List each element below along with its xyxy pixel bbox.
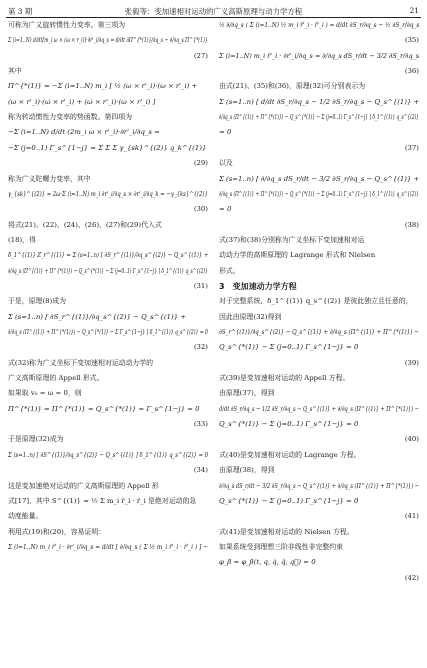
text-line: 利用式(19)和(20)，容易证明： (8, 527, 106, 536)
text-line: 称为转动惯性力变率的势函数。第四项为 (8, 113, 133, 122)
equation-number: (35) (404, 36, 419, 45)
text-line: 以及 (219, 159, 233, 168)
text-line: 因此由原理(32)得到 (219, 312, 282, 321)
text-line: 将式(21)、(22)、(24)、(26)、(27)和(29)代入式 (8, 220, 162, 229)
equation-line: Σ (s=1..n) [ d/dt ∂S_r/∂q_s − 1/2 ∂S_r/∂q_s − Q_s^{(1)} + (219, 97, 420, 106)
equation-number: (33) (193, 420, 208, 429)
equation-number: (41) (404, 512, 419, 521)
text-line: 形式。 (219, 266, 240, 275)
equation-line: Σ (s=1..n) [ ∂S^{(1)}/∂q_s^{(2)} − Q_s^{(1)} ] δ_1^{(1)} q_s^{(2)} = 0 (8, 450, 208, 459)
equation-number: (42) (404, 573, 419, 582)
equation-number: (37) (404, 143, 419, 152)
page-number: 21 (409, 6, 419, 15)
equation-line: Q_s^{*(1)} − Σ (j=0..1) Γ_s^{1−j} = 0 (219, 343, 359, 352)
text-line: 式[17]，其中 S^{(1)} = ½ Σ m_i r̈_i · r̈_i 是绝对运动的急 (8, 496, 197, 505)
equation-line: ∂/∂q_s (Π^{(1)} + Π^{*(1)}) − Q_s^{*(1)} − Σ Γ_s^{1−j} ] δ_1^{(1)} q_s^{(2)} = 0 (8, 328, 208, 336)
equation-line: = 0 (219, 205, 232, 214)
equation-line: γ_{sk}^{(2)} = 2ω·Σ (i=1..N) m_i ∂r'_i/∂q_s × ∂r'_i/∂q_k = −γ_{ks}^{(2)} (8, 189, 208, 198)
equation-line: ½ ∂/∂q_s ( Σ (i=1..N) ½ m_i r̈'_i · r̈'_i ) = d/dt ∂S_r/∂q_s − ½ ∂S_r/∂q_s (219, 21, 420, 29)
text-line: 称为广义陀螺力变率，其中 (8, 174, 91, 183)
equation-line: = 0 (219, 128, 232, 137)
equation-line: −Σ (i=1..N) d/dt (2m_i ω × r'_i)·∂r'_i/∂q_s = (8, 128, 160, 137)
equation-number: (29) (193, 159, 208, 168)
equation-number: (32) (193, 343, 208, 352)
text-line: 动度能量。 (8, 512, 43, 521)
text-line: 可称为广义旋转惯性力变率。第三项为 (8, 21, 126, 29)
equation-number: (30) (193, 205, 208, 214)
running-head-title: 张毅等：变加速相对运动的广义高斯原理与动力学方程 (124, 7, 303, 16)
equation-number: (34) (193, 466, 208, 475)
equation-line: (ω × r'_i)·(ω̇ × r'_i) + (ω̇ × r'_i)·(ω × r'_i) ] (8, 97, 156, 106)
text-line: 其中 (8, 67, 22, 76)
equation-number: (31) (193, 281, 208, 290)
equation-line: Q_s^{*(1)} − Σ (j=0..1) Γ_s^{1−j} = 0 (219, 496, 359, 505)
equation-line: ∂/∂q_s (Π^{(1)} + Π^{*(1)}) − Q_s^{*(1)} − Σ (j=0..1) Γ_s^{1−j} ] δ_1^{(1)} q_s^{(2)} (8, 266, 208, 275)
equation-line: ∂/∂q_s (Π^{(1)} + Π^{*(1)}) − Q_s^{*(1)} − Σ (j=0..1) Γ_s^{1−j} ] δ_1^{(1)} q_s^{(2)} (219, 113, 419, 122)
equation-line: Σ (i=1..N) m_i r̈'_i · ∂r'_i/∂q_s = d/dt [ ∂/∂q_s ( Σ ½ m_i r̈'_i · r̈'_i ) ] − (8, 542, 209, 551)
text-line: 式(40)是变加速相对运动的 Lagrange 方程。 (219, 450, 361, 459)
equation-line: Σ (s=1..n) [ ∂/∂q_s dS_r/dt − 3/2 ∂S_r/∂q_s − Q_s^{(1)} + (219, 174, 420, 183)
equation-line: Q_s^{*(1)} − Σ (j=0..1) Γ_s^{1−j} = 0 (219, 420, 359, 429)
equation-line: δ_1^{(1)} Z_r^{(1)} = Σ (s=1..n) [ ∂S_r^{(1)}/∂q_s^{(2)} − Q_s^{(1)} + (8, 251, 209, 260)
text-line: 式(32)称为广义坐标下变加速相对运动动力学的 (8, 358, 154, 367)
text-line: 广义高斯原理的 Appell 形式。 (8, 374, 104, 383)
equation-line: Π^{*(1)} = Π^{*(1)} = Q_s^{*(1)} = Γ_s^{1−j} = 0 (8, 404, 200, 413)
running-head-issue: 第 3 期 (8, 7, 33, 16)
equation-line: ∂/∂q_s (Π^{(1)} + Π^{*(1)}) − Q_s^{*(1)} − Σ (j=0..1) Γ_s^{1−j} ] δ_1^{(1)} q_s^{(2)} (219, 189, 419, 198)
equation-number: (40) (404, 435, 419, 444)
equation-number: (27) (193, 51, 208, 60)
text-line: 式(39)是变加速相对运动的 Appell 方程。 (219, 374, 350, 383)
equation-number: (39) (404, 358, 419, 367)
section-heading: 3 变加速动力学方程 (219, 281, 297, 291)
equation-line: Π^{*(1)} = −Σ (i=1..N) m_i [ ½ (ω × r'_i)·(ω × r'_i) + (8, 82, 198, 91)
text-line: 式(37)和(38)分别称为广义坐标下变加速相对运 (219, 235, 365, 244)
text-line: 如果系统受到理想三阶非线性非完整约束 (219, 542, 344, 551)
equation-line: Σ (s=1..n) [ ∂S_r^{(1)}/∂q_s^{(2)} − Q_s^{(1)} + (8, 312, 186, 321)
equation-line: Σ (i=1..N) d/dt[m_i ω × (ω × r_i)]·∂r'_i/∂q_s = d/dt ∂Π^{*(1)}/∂q_s − ∂/∂q_s Π^{*(1)} (8, 36, 208, 45)
text-line: 对于完整系统，δ_1^{(1)} q_s^{(2)} 是彼此独立且任意的， (219, 297, 413, 306)
text-line: 式(41)是变加速相对运动的 Nielsen 方程。 (219, 527, 354, 536)
equation-number: (36) (404, 67, 419, 76)
equation-line: −Σ (j=0..1) Γ_s^{1−j} = Σ Σ Σ γ_{sk}^{(2)} q_k^{(1)} (8, 143, 207, 152)
text-line: 如果取 v₀ = ω = 0，则 (8, 389, 82, 398)
equation-line: ∂/∂q_s dS_r/dt − 3/2 ∂S_r/∂q_s − Q_s^{(1)} + ∂/∂q_s (Π^{(1)} + Π^{*(1)}) − (219, 481, 419, 490)
text-line: 于是，原理(8)成为 (8, 297, 66, 306)
text-line: 动动力学的高斯原理的 Lagrange 形式和 Nielsen (219, 251, 376, 260)
equation-number: (38) (404, 220, 419, 229)
equation-line: φ_β = φ_β(t, q, q̇, q̈, q⃛) = 0 (219, 558, 316, 567)
header-rule (6, 17, 421, 18)
text-line: (18)，得 (8, 235, 36, 244)
text-line: 这是变加速绝对运动的广义高斯原理的 Appell 形 (8, 481, 159, 490)
text-line: 由式(21)、(35)和(36)，原理(32)可分别表示为 (219, 82, 366, 91)
equation-line: ∂S_r^{(1)}/∂q_s^{(2)} − Q_s^{(1)} + ∂/∂q_s (Π^{(1)} + Π^{*(1)}) − (219, 328, 419, 336)
text-line: 于是原理(32)成为 (8, 435, 64, 444)
text-line: 由原理(37)，得到 (219, 389, 275, 398)
equation-line: d/dt ∂S_r/∂q_s − 1/2 ∂S_r/∂q_s − Q_s^{(1)} + ∂/∂q_s (Π^{(1)} + Π^{*(1)}) − (219, 404, 419, 413)
equation-line: Σ (i=1..N) m_i r̈'_i · ∂r'_i/∂q_s = ∂/∂q_s dS_r/dt − 3/2 ∂S_r/∂q_s (219, 51, 420, 60)
text-line: 由原理(38)，得到 (219, 466, 275, 475)
